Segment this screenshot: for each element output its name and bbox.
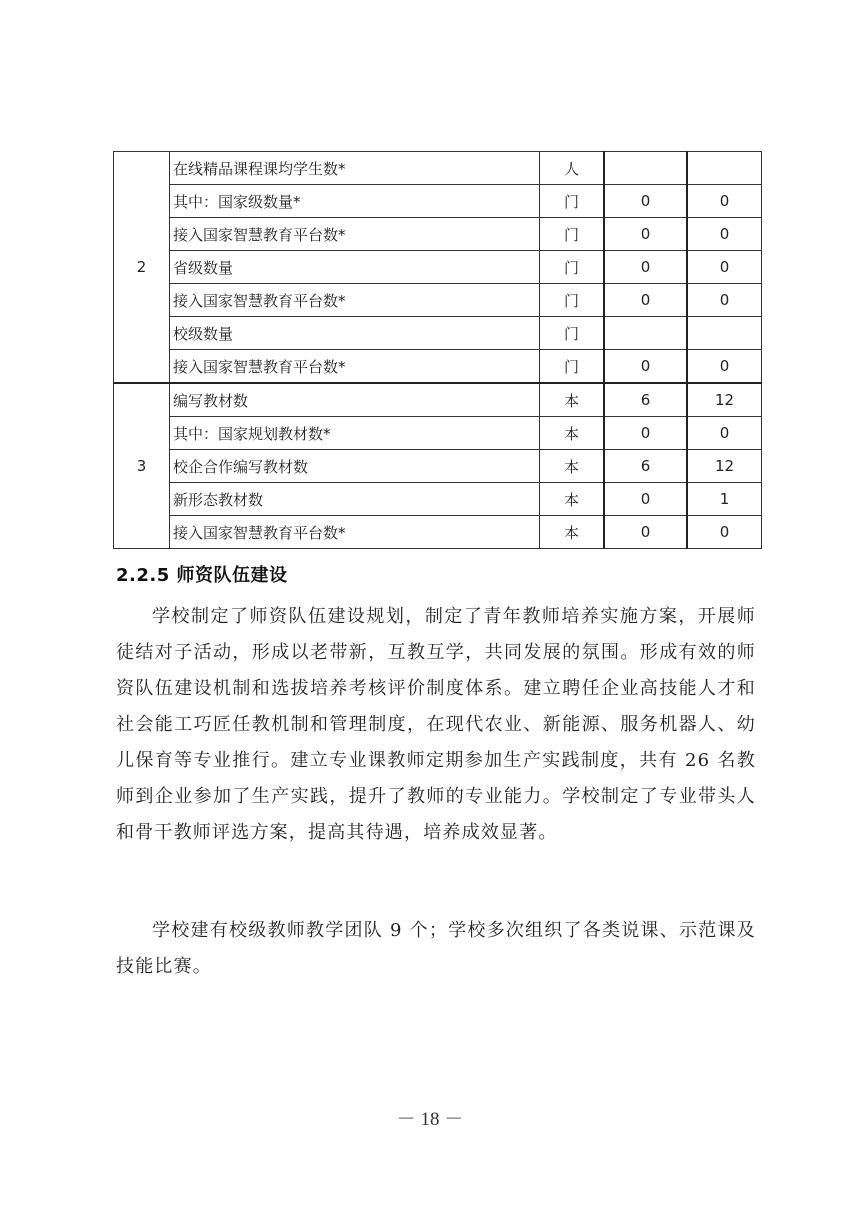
item-cell: 接入国家智慧教育平台数* — [170, 218, 540, 251]
value-cell-2 — [687, 317, 762, 350]
table-row — [114, 152, 762, 185]
value-cell-1: 0 — [604, 483, 687, 516]
item-cell: 其中：国家级数量* — [170, 185, 540, 218]
value-cell-1: 0 — [604, 516, 687, 549]
table-row — [114, 251, 762, 284]
value-cell-2: 0 — [687, 251, 762, 284]
value-cell-1: 6 — [604, 383, 687, 417]
unit-cell: 门 — [540, 218, 605, 251]
item-cell: 接入国家智慧教育平台数* — [170, 516, 540, 549]
item-cell: 校企合作编写教材数 — [170, 450, 540, 483]
unit-cell: 门 — [540, 350, 605, 384]
value-cell-1: 0 — [604, 185, 687, 218]
group-number-cell: 3 — [114, 383, 170, 549]
unit-cell: 门 — [540, 185, 605, 218]
table-row — [114, 383, 762, 417]
item-cell: 在线精品课程课均学生数* — [170, 152, 540, 185]
unit-cell: 本 — [540, 516, 605, 549]
value-cell-1: 6 — [604, 450, 687, 483]
table-row — [114, 317, 762, 350]
table-row — [114, 450, 762, 483]
unit-cell: 门 — [540, 251, 605, 284]
item-cell: 校级数量 — [170, 317, 540, 350]
table-row — [114, 417, 762, 450]
unit-cell: 本 — [540, 483, 605, 516]
body-paragraph: 学校建有校级教师教学团队 9 个；学校多次组织了各类说课、示范课及技能比赛。 — [116, 920, 756, 977]
value-cell-2: 1 — [687, 483, 762, 516]
item-cell: 省级数量 — [170, 251, 540, 284]
table-row — [114, 185, 762, 218]
value-cell-2 — [687, 152, 762, 185]
value-cell-1: 0 — [604, 417, 687, 450]
item-cell: 其中：国家规划教材数* — [170, 417, 540, 450]
unit-cell: 本 — [540, 417, 605, 450]
item-cell: 编写教材数 — [170, 383, 540, 417]
table-row — [114, 516, 762, 549]
value-cell-2: 0 — [687, 185, 762, 218]
group-number-cell: 2 — [114, 152, 170, 384]
value-cell-2: 0 — [687, 350, 762, 384]
unit-cell: 本 — [540, 450, 605, 483]
value-cell-1: 0 — [604, 350, 687, 384]
value-cell-2: 12 — [687, 450, 762, 483]
value-cell-2: 0 — [687, 218, 762, 251]
unit-cell: 门 — [540, 284, 605, 317]
value-cell-1: 0 — [604, 251, 687, 284]
table-row — [114, 284, 762, 317]
value-cell-2: 12 — [687, 383, 762, 417]
statistics-table — [113, 151, 762, 549]
value-cell-2: 0 — [687, 417, 762, 450]
value-cell-1: 0 — [604, 218, 687, 251]
unit-cell: 门 — [540, 317, 605, 350]
value-cell-2: 0 — [687, 284, 762, 317]
table-row — [114, 350, 762, 384]
table-row — [114, 218, 762, 251]
value-cell-1 — [604, 152, 687, 185]
value-cell-1: 0 — [604, 284, 687, 317]
section-heading: 2.2.5 师资队伍建设 — [116, 565, 288, 586]
item-cell: 新形态教材数 — [170, 483, 540, 516]
value-cell-1 — [604, 317, 687, 350]
item-cell: 接入国家智慧教育平台数* — [170, 284, 540, 317]
page-number: － 18 － — [396, 1109, 464, 1130]
value-cell-2: 0 — [687, 516, 762, 549]
body-paragraph: 学校制定了师资队伍建设规划，制定了青年教师培养实施方案，开展师徒结对子活动，形成以老带新，互教互学，共同发展的氛围。形成有效的师资队伍建设机制和选拔培养考核评价制度体系。建立聘任企业高技能人才和社会能工巧匠任教机制和管理制度，在现代农业、新能源、服务机器人、幼儿保育等专业推行。建立专业课教师定期参加生产实践制度，共有 26 名教师到企业参加了生产实践，提升了教师的专业能力。学校制定了专业带头人和骨干教师评选方案，提高其待遇，培养成效显著。 — [116, 606, 756, 843]
table-row — [114, 483, 762, 516]
unit-cell: 人 — [540, 152, 605, 185]
item-cell: 接入国家智慧教育平台数* — [170, 350, 540, 384]
unit-cell: 本 — [540, 383, 605, 417]
